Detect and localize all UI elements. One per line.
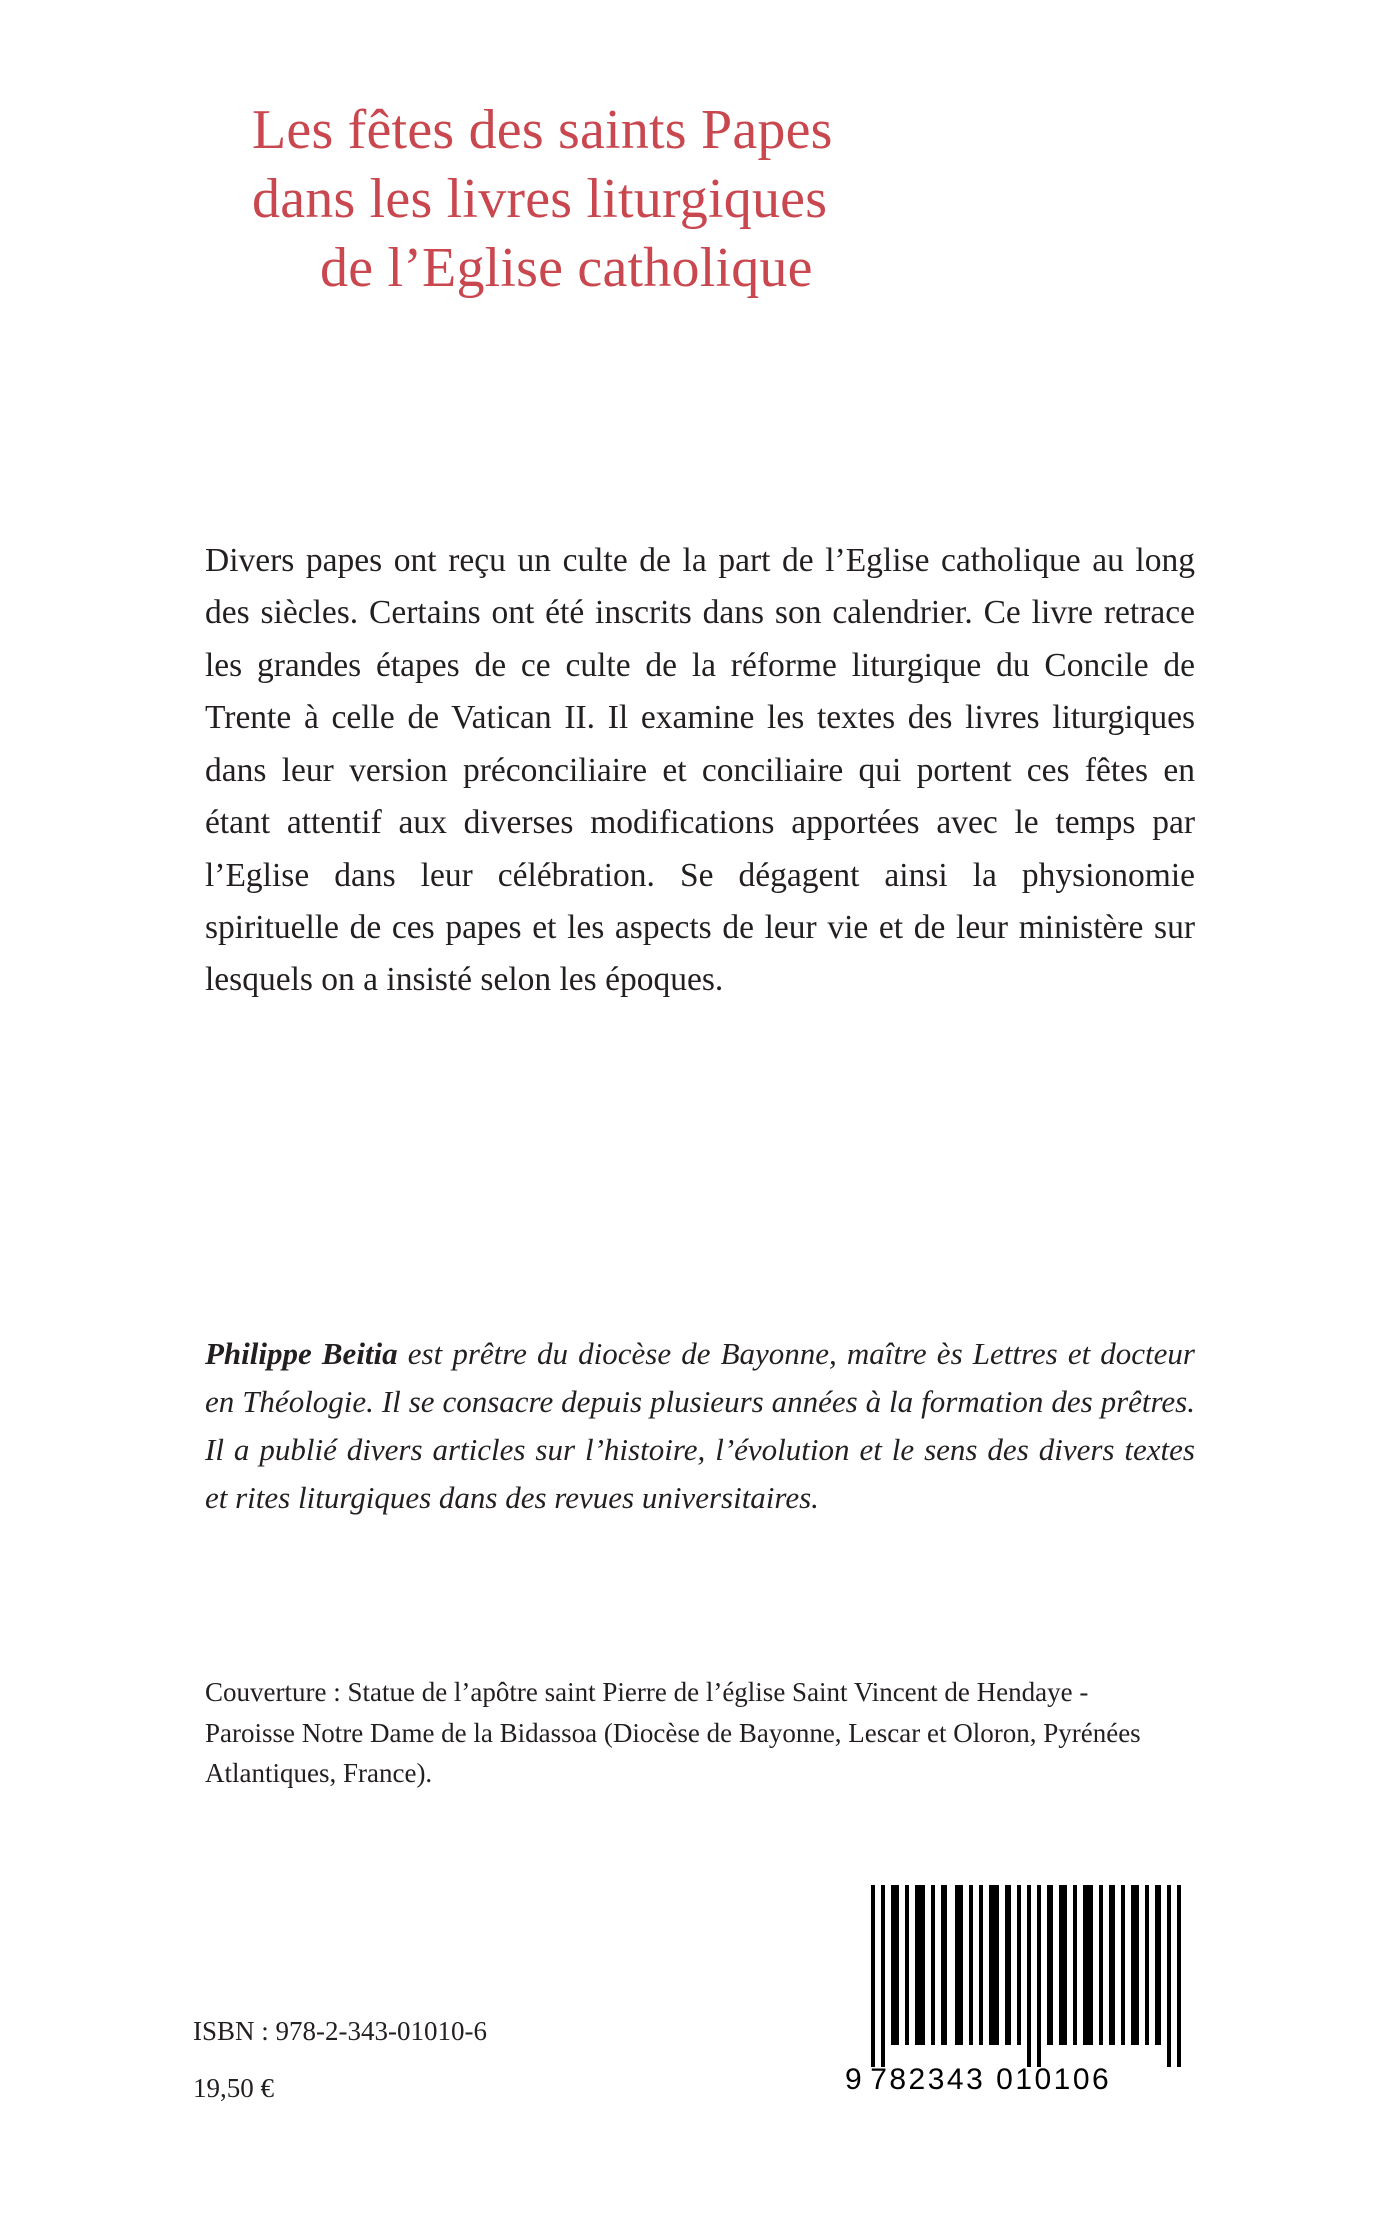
isbn-price-block — [193, 2010, 487, 2124]
title-line-2: dans les livres liturgiques — [252, 167, 828, 230]
barcode-main-digits: 782343 010106 — [870, 2063, 1112, 2096]
book-title — [248, 96, 1178, 303]
barcode-bars — [845, 1885, 1175, 2045]
barcode-digits — [845, 2063, 1175, 2097]
price-text: 19,50 € — [193, 2073, 274, 2104]
author-name: Philippe Beitia — [205, 1336, 398, 1371]
author-bio — [205, 1330, 1195, 1522]
ean13-barcode — [845, 1885, 1175, 2110]
barcode-lead-digit: 9 — [845, 2063, 865, 2096]
author-bio-text: est prêtre du diocèse de Bayonne, maître ès Lettres et docteur en Théologie. Il se consacre depuis plusieurs années à la formation des prêtres. Il a publié divers articles sur l’histoire, l’évolution et le sens des divers textes et rites liturgiques dans des revues universitaires. — [205, 1336, 1195, 1516]
title-line-1: Les fêtes des saints Papes — [252, 99, 833, 161]
isbn-text: ISBN : 978-2-343-01010-6 — [193, 2016, 487, 2046]
title-line-3: de l’Eglise catholique — [320, 236, 813, 299]
book-description: Divers papes ont reçu un culte de la part de l’Eglise catholique au long des siècles. Certains ont été inscrits dans son calendrier. Ce livre retrace les grandes étapes de ce culte de la réforme liturgique du Concile de Trente à celle de Vatican II. Il examine les textes des livres liturgiques dans leur version préconciliaire et conciliaire qui portent ces fêtes en étant attentif aux diverses modifications apportées avec le temps par l’Eglise dans leur célébration. Se dégagent ainsi la physionomie spirituelle de ces papes et les aspects de leur vie et de leur ministère sur lesquels on a insisté selon les époques. — [205, 542, 1195, 999]
cover-credit: Couverture : Statue de l’apôtre saint Pierre de l’église Saint Vincent de Hendaye - Paroisse Notre Dame de la Bidassoa (Diocèse de Bayonne, Lescar et Oloron, Pyrénées Atlantiques, France). — [205, 1677, 1141, 1788]
